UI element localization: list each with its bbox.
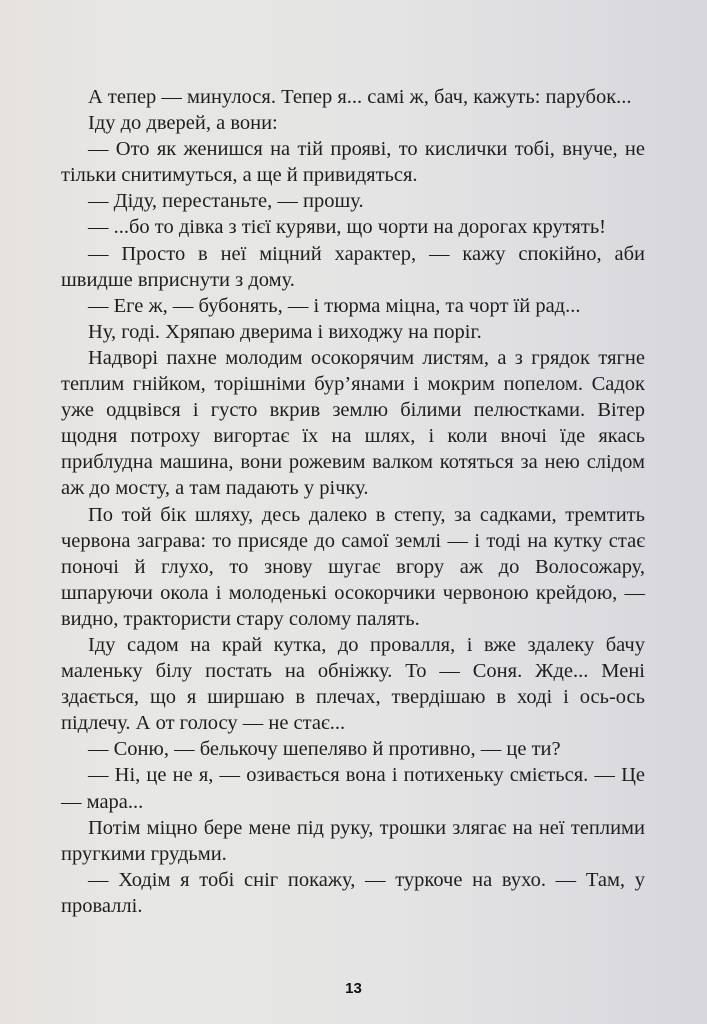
- page-number: 13: [345, 980, 362, 997]
- paragraph: — Просто в неї міцний характер, — кажу спокійно, аби швидше вприснути з дому.: [61, 242, 645, 291]
- paragraph: — ...бо то дівка з тієї куряви, що чорти на дорогах крутять!: [88, 216, 606, 239]
- paragraph: Іду до дверей, а вони:: [88, 112, 278, 135]
- paragraph: Іду садом на край кутка, до провалля, і вже здалеку бачу маленьку білу постать на обніжку. То — Соня. Жде... Мені здається, що я ширшаю в плечах, твердішаю в ході і ось-ось підлечу. А от голосу — не стає...: [61, 633, 645, 735]
- paragraph: Ну, годі. Хряпаю дверима і виходжу на поріг.: [88, 320, 482, 343]
- paragraph: — Соню, — белькочу шепеляво й противно, — це ти?: [88, 738, 561, 761]
- paragraph: — Еге ж, — бубонять, — і тюрма міцна, та чорт їй рад...: [88, 294, 581, 317]
- paragraph: — Діду, перестаньте, — прошу.: [88, 190, 364, 213]
- paragraph: — Ходім я тобі сніг покажу, — туркоче на вухо. — Там, у проваллі.: [61, 868, 645, 917]
- paragraph: А тепер — минулося. Тепер я... самі ж, бач, кажуть: парубок...: [88, 86, 632, 108]
- paragraph: Надворі пахне молодим осокорячим листям, а з грядок тягне теплим гнійком, торішніми бур’янами і мокрим попелом. Садок уже одцвівся і густо вкрив землю білими пелюстками. Вітер щодня потроху вигортає їх на шлях, і коли вночі їде якась приблудна машина, вони рожевим валком котяться за нею слідом аж до мосту, а там падають у річку.: [61, 346, 645, 500]
- book-page-text: [61, 84, 645, 919]
- paragraph: — Ні, це не я, — озивається вона і потихеньку сміється. — Це — мара...: [61, 764, 645, 813]
- paragraph: — Ото як женишся на тій прояві, то кислички тобі, внуче, не тільки снитимуться, а ще й привидяться.: [61, 138, 645, 187]
- paragraph: Потім міцно бере мене під руку, трошки злягає на неї теплими пругкими грудьми.: [61, 816, 645, 865]
- paragraph: По той бік шляху, десь далеко в степу, за садками, тремтить червона заграва: то присяде до самої землі — і тоді на кутку стає поночі й глухо, то знову шугає вгору аж до Волосожару, шпаруючи окола і молоденькі осокорчики червоною крейдою, — видно, трактористи стару солому палять.: [61, 503, 645, 630]
